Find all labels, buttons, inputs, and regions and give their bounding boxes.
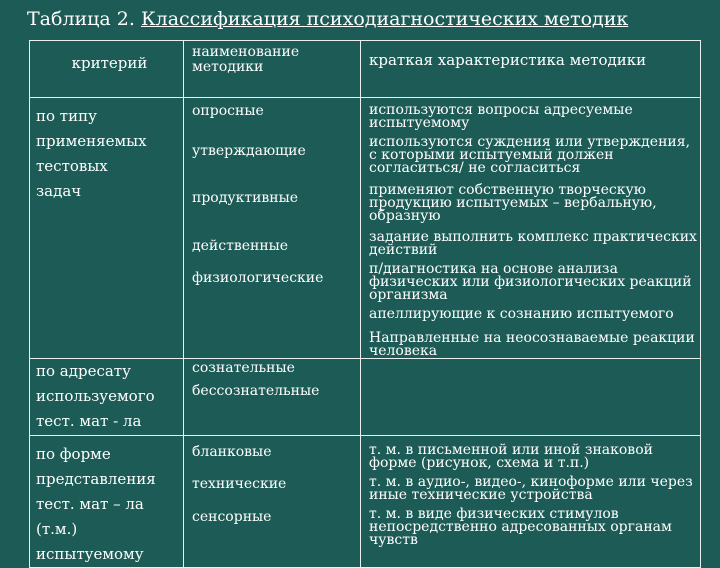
method-name: бессознательные (192, 383, 320, 399)
header-name-line2: методики (192, 59, 264, 75)
method-name: физиологические (192, 270, 324, 286)
criterion-line: представления (36, 470, 156, 488)
criterion-line: по форме (36, 445, 111, 463)
header-name-line1: наименование (192, 44, 300, 60)
criterion-line: используемого (36, 387, 155, 405)
criterion-line: испытуемому (36, 545, 144, 563)
descriptions-cell (361, 436, 701, 568)
criterion-line: по адресату (36, 362, 131, 380)
method-name: сознательные (192, 360, 295, 376)
table-number: Таблица 2. (27, 8, 135, 30)
method-description: применяют собственную творческую продукцию испытуемых – вербальную, образную (369, 182, 657, 224)
criterion-cell (30, 98, 184, 359)
criterion-cell (30, 436, 184, 568)
criterion-line: тестовых (36, 157, 108, 175)
slide-title (27, 8, 628, 30)
method-description: т. м. в письменной или иной знаковой форме (рисунок, схема и т.п.) (369, 442, 653, 471)
methods-cell (184, 436, 361, 568)
method-name: сенсорные (192, 509, 272, 525)
table-row (30, 98, 701, 359)
method-description: используются суждения или утверждения, с которыми испытуемый должен согласиться/ не согласиться (369, 134, 691, 176)
descriptions-cell (361, 98, 701, 359)
criterion-line: (т.м.) (36, 520, 78, 538)
method-description: используются вопросы адресуемые испытуемому (369, 102, 633, 131)
method-description: Направленные на неосознаваемые реакции человека (369, 330, 695, 359)
method-description: задание выполнить комплекс практических действий (369, 229, 697, 258)
table-title: Классификация психодиагностических методик (140, 8, 629, 30)
method-name: опросные (192, 103, 264, 119)
criterion-cell (30, 359, 184, 436)
method-name: продуктивные (192, 190, 299, 206)
method-name: утверждающие (192, 143, 306, 159)
method-name: действенные (192, 238, 289, 254)
methods-cell (184, 98, 361, 359)
header-name (184, 41, 361, 98)
method-description: т. м. в аудио-, видео-, киноформе или через иные технические устройства (369, 474, 693, 503)
methods-cell (184, 359, 361, 436)
criterion-line: тест. мат – ла (36, 495, 144, 513)
table-row (30, 436, 701, 568)
table-header-row (30, 41, 701, 98)
method-description: апеллирующие к сознанию испытуемого (369, 306, 674, 322)
criterion-line: по типу (36, 107, 97, 125)
criterion-line: тест. мат - ла (36, 412, 142, 430)
methods-table (29, 40, 701, 568)
method-description: т. м. в виде физических стимулов непосредственно адресованных органам чувств (369, 506, 672, 548)
criterion-line: задач (36, 182, 82, 200)
descriptions-cell (361, 359, 701, 436)
method-name: технические (192, 476, 287, 492)
table-row (30, 359, 701, 436)
header-description: краткая характеристика методики (361, 41, 701, 98)
method-description: п/диагностика на основе анализа физических или физиологических реакций организма (369, 261, 692, 303)
criterion-line: применяемых (36, 132, 147, 150)
header-criterion: критерий (30, 41, 184, 98)
method-name: бланковые (192, 444, 272, 460)
